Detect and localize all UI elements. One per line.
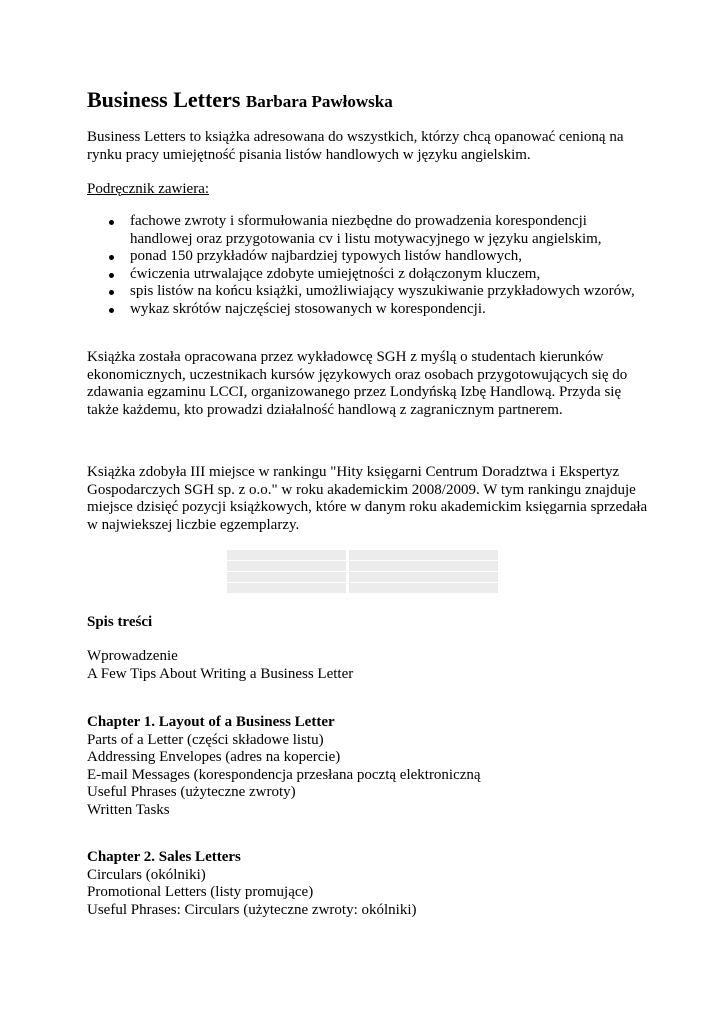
bullet-item: [87, 301, 647, 319]
text-line: ponad 150 przykładów najbardziej typowych listów handlowych,: [130, 248, 522, 265]
toc-chapter-title: Chapter 1. Layout of a Business Letter: [87, 714, 335, 730]
text-line: ćwiczenia utrwalające zdobyte umiejętności z dołączonym kluczem,: [130, 265, 541, 282]
document-title: [87, 86, 393, 116]
text-line: zdawania egzaminu LCCI, organizowanego przez Londyńską Izbę Handlową. Przyda się: [87, 384, 622, 401]
table-cell: [227, 550, 346, 560]
table-cell: [349, 572, 498, 582]
toc-chapter-2: [87, 849, 647, 919]
toc-chapter-title: Chapter 2. Sales Letters: [87, 849, 241, 865]
toc-front-matter: [87, 648, 647, 683]
toc-entry: E-mail Messages (korespondencja przesłana pocztą elektroniczną: [87, 766, 481, 783]
table-cell: [227, 561, 346, 571]
toc-entry: Wprowadzenie: [87, 648, 178, 664]
bullet-item: [87, 266, 647, 284]
table-cell: [349, 583, 498, 593]
text-line: także każdemu, kto prowadzi działalność handlową z zagranicznym partnerem.: [87, 401, 563, 418]
toc-entry: Parts of a Letter (części składowe listu): [87, 731, 324, 748]
text-line: rynku pracy umiejętność pisania listów handlowych w języku angielskim.: [87, 146, 531, 163]
bullet-item: [87, 248, 647, 266]
table-cell: [227, 572, 346, 582]
ranking-paragraph: [87, 464, 647, 534]
table-cell: [227, 583, 346, 593]
text-line: ekonomicznych, uczestnikach kursów językowych oraz osobach przygotowujących się do: [87, 366, 628, 383]
toc-entry: Addressing Envelopes (adres na kopercie): [87, 749, 341, 766]
toc-entry: Useful Phrases (użyteczne zwroty): [87, 784, 296, 801]
audience-paragraph: [87, 349, 647, 419]
text-line: w najwiekszej liczbie egzemplarzy.: [87, 516, 300, 533]
contents-label: Podręcznik zawiera:: [87, 181, 210, 197]
bullet-item: [87, 283, 647, 301]
text-line: Business Letters to książka adresowana do wszystkich, którzy chcą opanować cenioną na: [87, 129, 624, 145]
text-line: wykaz skrótów najczęściej stosowanych w korespondencji.: [130, 300, 486, 317]
text-line: spis listów na końcu książki, umożliwiający wyszukiwanie przykładowych wzorów,: [130, 283, 635, 300]
text-line: Książka została opracowana przez wykładowcę SGH z myślą o studentach kierunków: [87, 349, 604, 365]
table-cell: [349, 550, 498, 560]
toc-entry: Promotional Letters (listy promujące): [87, 884, 314, 901]
toc-entry: Circulars (okólniki): [87, 866, 206, 883]
empty-table-placeholder: [227, 550, 498, 595]
text-line: handlowej oraz przygotowania cv i listu motywacyjnego w języku angielskim,: [130, 230, 602, 247]
contents-bullet-list: [87, 213, 647, 319]
text-line: Książka zdobyła III miejsce w rankingu "Hity księgarni Centrum Doradztwa i Ekspertyz: [87, 464, 620, 480]
toc-chapter-1: [87, 714, 647, 820]
toc-entry: A Few Tips About Writing a Business Letter: [87, 665, 354, 682]
table-cell: [349, 561, 498, 571]
text-line: miejsce dzisięć pozycji książkowych, które w danym roku akademickim księgarnia sprzedała: [87, 499, 648, 516]
book-title: Business Letters: [87, 87, 241, 112]
toc-heading: Spis treści: [87, 614, 153, 630]
toc-entry: Written Tasks: [87, 801, 170, 818]
intro-paragraph: [87, 129, 647, 164]
bullet-item: [87, 213, 647, 248]
text-line: fachowe zwroty i sformułowania niezbędne do prowadzenia korespondencji: [130, 213, 587, 229]
book-author: Barbara Pawłowska: [245, 92, 393, 111]
toc-entry: Useful Phrases: Circulars (użyteczne zwroty: okólniki): [87, 901, 417, 918]
text-line: Gospodarczych SGH sp. z o.o." w roku akademickim 2008/2009. W tym rankingu znajduje: [87, 481, 636, 498]
